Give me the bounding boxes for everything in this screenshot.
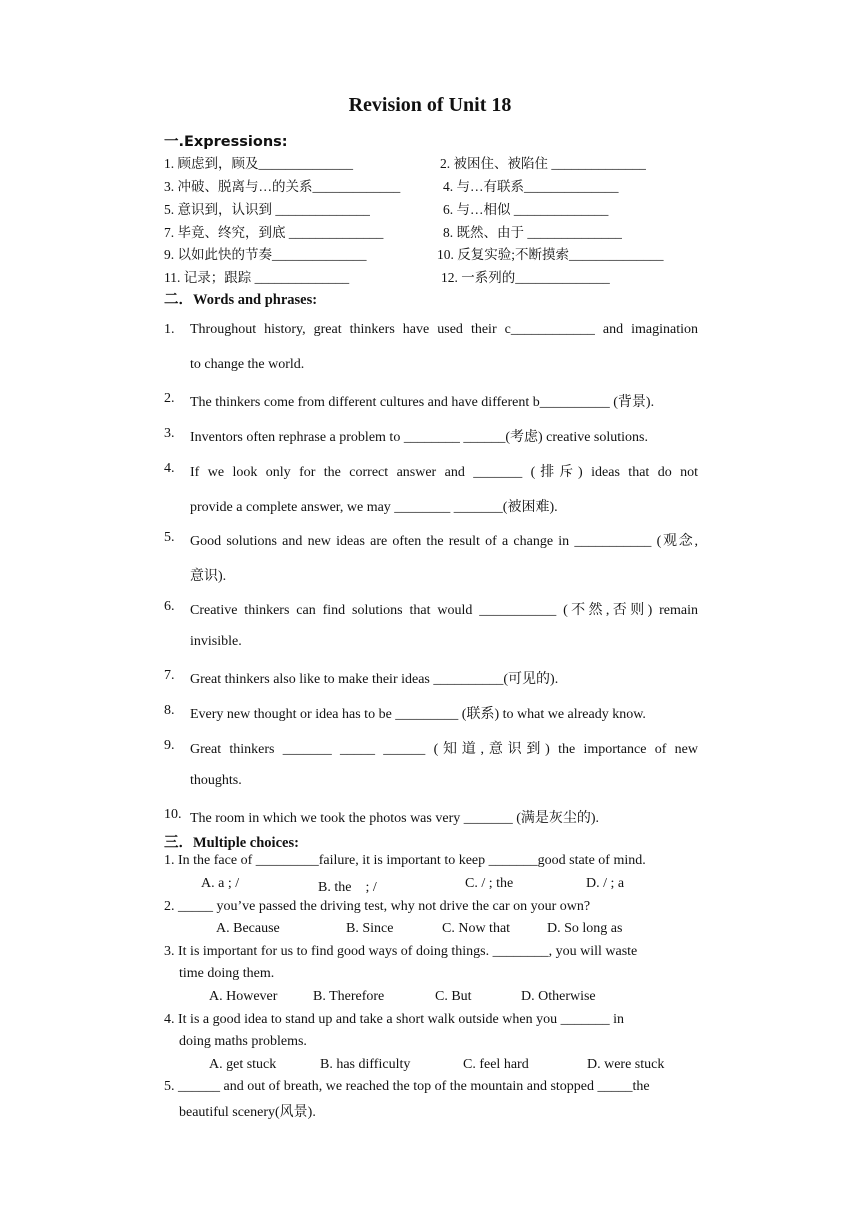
expression-item: 6. 与…相似 ______________ [443, 202, 609, 217]
item-text: The thinkers come from different cultures and have different b__________ (背景). [190, 395, 655, 410]
option-d: D. were stuck [587, 1057, 665, 1072]
expression-item: 5. 意识到，认识到 ______________ [164, 202, 370, 217]
item-number: 2. [164, 391, 175, 406]
question-text: 4. It is a good idea to stand up and take a short walk outside when you _______ in [164, 1012, 624, 1027]
item-number: 4. [164, 461, 175, 476]
expression-item: 12. 一系列的______________ [441, 270, 610, 285]
option-d: D. So long as [547, 921, 623, 936]
expression-item: 10. 反复实验;不断摸索______________ [437, 247, 664, 262]
option-d: D. Otherwise [521, 989, 596, 1004]
expression-item: 2. 被困住、被陷住 ______________ [440, 156, 646, 171]
expression-item: 8. 既然、由于 ______________ [443, 225, 622, 240]
option-b: B. Since [346, 921, 394, 936]
question-text: 3. It is important for us to find good ways of doing things. ________, you will waste [164, 944, 638, 959]
option-b: B. the ; / [318, 880, 377, 895]
option-a: A. get stuck [209, 1057, 277, 1072]
question-text: 5. ______ and out of breath, we reached the top of the mountain and stopped _____the [164, 1079, 650, 1094]
item-number: 8. [164, 703, 175, 718]
item-text: to change the world. [190, 357, 305, 372]
question-text-continued: doing maths problems. [179, 1034, 307, 1049]
option-a: A. However [209, 989, 278, 1004]
option-b: B. has difficulty [320, 1057, 411, 1072]
question-text-continued: beautiful scenery(风景). [179, 1105, 316, 1120]
item-text: If we look only for the correct answer and _______ (排斥) ideas that do not [190, 465, 698, 480]
item-text: Creative thinkers can find solutions that would ___________ (不然,否则) remain [190, 603, 698, 618]
item-number: 9. [164, 738, 175, 753]
item-text: Inventors often rephrase a problem to ________ ______(考虑) creative solutions. [190, 430, 649, 445]
option-b: B. Therefore [313, 989, 385, 1004]
item-text: 意识). [190, 569, 227, 584]
item-text: Throughout history, great thinkers have used their c____________ and imagination [190, 322, 698, 337]
expression-item: 9. 以如此快的节奏______________ [164, 247, 367, 262]
expression-item: 4. 与…有联系______________ [443, 179, 619, 194]
option-d: D. / ; a [586, 876, 625, 891]
item-number: 3. [164, 426, 175, 441]
item-text: provide a complete answer, we may ________ _______(被困难). [190, 500, 558, 515]
section-heading-words-phrases: 二．Words and phrases: [164, 292, 318, 308]
item-text: Great thinkers _______ _____ ______ (知道,意识到) the importance of new [190, 742, 698, 757]
option-c: C. feel hard [463, 1057, 529, 1072]
item-text: Every new thought or idea has to be _________ (联系) to what we already know. [190, 707, 646, 722]
item-text: Great thinkers also like to make their ideas __________(可见的). [190, 672, 559, 687]
option-a: A. Because [216, 921, 280, 936]
expression-item: 3. 冲破、脱离与…的关系_____________ [164, 179, 401, 194]
item-number: 10. [164, 807, 182, 822]
item-number: 1. [164, 322, 175, 337]
question-text: 1. In the face of _________failure, it is important to keep _______good state of mind. [164, 853, 646, 868]
question-text: 2. _____ you’ve passed the driving test, why not drive the car on your own? [164, 899, 591, 914]
item-text: Good solutions and new ideas are often the result of a change in ___________ (观念, [190, 534, 698, 549]
item-text: invisible. [190, 634, 242, 649]
expression-item: 11. 记录；跟踪 ______________ [164, 270, 350, 285]
item-number: 6. [164, 599, 175, 614]
section-heading-expressions: 一.Expressions: [164, 134, 288, 150]
item-text: thoughts. [190, 773, 242, 788]
option-c: C. But [435, 989, 472, 1004]
item-text: The room in which we took the photos was very _______ (满是灰尘的). [190, 811, 600, 826]
question-text-continued: time doing them. [179, 966, 275, 981]
page-title: Revision of Unit 18 [348, 94, 512, 116]
expression-item: 7. 毕竟、终究，到底 ______________ [164, 225, 384, 240]
option-a: A. a ; / [201, 876, 240, 891]
expression-item: 1. 顾虑到，顾及______________ [164, 156, 353, 171]
item-number: 7. [164, 668, 175, 683]
option-c: C. Now that [442, 921, 511, 936]
section-heading-multiple-choices: 三．Multiple choices: [164, 835, 299, 851]
item-number: 5. [164, 530, 175, 545]
option-c: C. / ; the [465, 876, 514, 891]
